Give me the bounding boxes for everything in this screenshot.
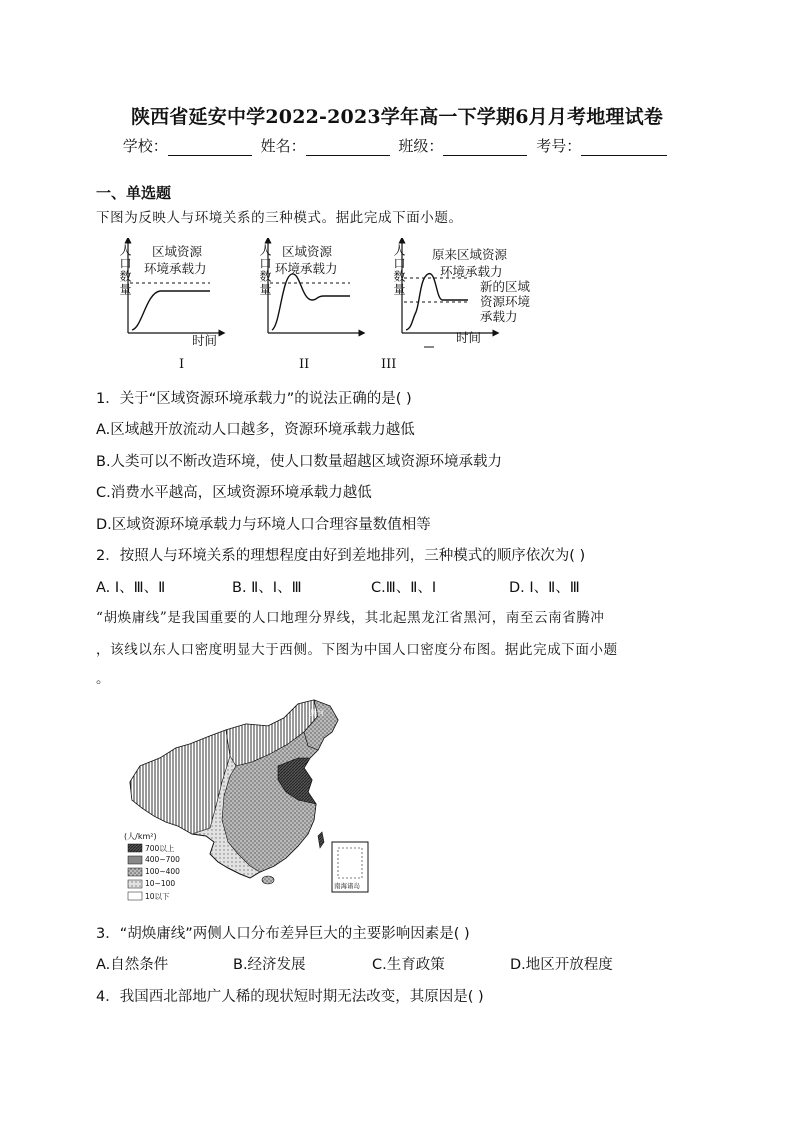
graph-1-population-curve xyxy=(132,291,210,330)
question-2-options xyxy=(0,576,794,596)
graph-3-y-label: 人口数量 xyxy=(392,244,406,296)
china-population-density-map xyxy=(118,696,374,906)
graph-2-y-label: 人口数量 xyxy=(258,244,272,296)
question-3-option-b[interactable]: B.经济发展 xyxy=(233,957,306,973)
page-title: 陕西省延安中学2022-2023学年高一下学期6月月考地理试卷 xyxy=(130,106,664,128)
question-1-option-a[interactable]: A.区域越开放流动人口越多，资源环境承载力越低 xyxy=(96,422,415,438)
question-2-stem: 2．按照人与环境关系的理想程度由好到差地排列，三种模式的顺序依次为( ) xyxy=(96,548,586,564)
inset-label: 南海诸岛 xyxy=(334,882,360,890)
legend-title: (人/km²) xyxy=(124,832,157,841)
question-3-stem: 3．“胡焕庸线”两侧人口分布差异巨大的主要影响因素是( ) xyxy=(96,926,470,942)
question-3-option-a[interactable]: A.自然条件 xyxy=(96,957,169,973)
graph-3-label-1: 原来区域资源 xyxy=(432,247,508,262)
city-label-heihe: 黑河 xyxy=(310,709,324,717)
question-3-option-d[interactable]: D.地区开放程度 xyxy=(510,957,613,973)
question-1-option-b[interactable]: B.人类可以不断改造环境，使人口数量超越区域资源环境承载力 xyxy=(96,454,503,470)
question-2-option-d[interactable]: D. Ⅰ、Ⅱ、Ⅲ xyxy=(509,580,580,596)
graph-1-label-1: 区域资源 xyxy=(152,244,203,259)
question-2-option-b[interactable]: B. Ⅱ、Ⅰ、Ⅲ xyxy=(232,580,302,596)
hu-line-intro-line-3: 。 xyxy=(96,671,111,687)
question-1-option-c[interactable]: C.消费水平越高，区域资源环境承载力越低 xyxy=(96,485,372,501)
legend-label-3: 100~400 xyxy=(145,867,180,876)
graph-3-new-label-2: 资源环境 xyxy=(480,294,531,309)
student-info-line xyxy=(0,135,794,156)
graph-2-label-1: 区域资源 xyxy=(282,244,333,259)
question-2-option-c[interactable]: C.Ⅲ、Ⅱ、Ⅰ xyxy=(371,580,437,596)
question-4-stem: 4．我国西北部地广人稀的现状短时期无法改变，其原因是( ) xyxy=(96,989,484,1005)
map-taiwan xyxy=(318,832,324,848)
legend-swatch-10-100 xyxy=(128,880,142,888)
legend-swatch-700 xyxy=(128,844,142,852)
legend-label-2: 400~700 xyxy=(145,855,180,864)
exam-number-label: 考号： xyxy=(536,137,582,155)
graph-2-numeral: II xyxy=(299,357,310,372)
graph-1-x-label: 时间 xyxy=(192,333,218,348)
graph-3-label-2: 环境承载力 xyxy=(440,264,503,279)
name-blank[interactable] xyxy=(306,139,390,156)
figure1-intro: 下图为反映人与环境关系的三种模式。据此完成下面小题。 xyxy=(96,210,463,226)
graph-2-label-2: 环境承载力 xyxy=(275,261,338,276)
question-1-option-d[interactable]: D.区域资源环境承载力与环境人口合理容量数值相等 xyxy=(96,517,431,533)
legend-label-1: 700以上 xyxy=(145,844,175,853)
class-label: 班级： xyxy=(398,137,444,155)
graph-1-numeral: I xyxy=(179,357,185,372)
graph-3-new-label-1: 新的区域 xyxy=(480,279,531,294)
graph-3-new-label-3: 承载力 xyxy=(480,309,518,324)
class-blank[interactable] xyxy=(443,139,527,156)
graph-1-y-label: 人口数量 xyxy=(118,244,132,296)
graph-1-label-2: 环境承载力 xyxy=(144,261,207,276)
legend-swatch-400-700 xyxy=(128,856,142,864)
legend-swatch-100-400 xyxy=(128,868,142,876)
map-hainan xyxy=(262,876,274,884)
question-3-option-c[interactable]: C.生育政策 xyxy=(372,957,445,973)
hu-line-intro-line-1: “胡焕庸线”是我国重要的人口地理分界线，其北起黑龙江省黑河，南至云南省腾冲 xyxy=(96,610,605,626)
school-label: 学校： xyxy=(122,137,168,155)
question-1-stem: 1．关于“区域资源环境承载力”的说法正确的是( ) xyxy=(96,391,412,407)
exam-number-blank[interactable] xyxy=(581,139,667,156)
graph-2-population-curve xyxy=(272,274,350,330)
legend-label-5: 10以下 xyxy=(145,892,170,901)
hu-line-intro-line-2: ，该线以东人口密度明显大于西侧。下图为中国人口密度分布图。据此完成下面小题 xyxy=(96,642,618,658)
question-2-option-a[interactable]: A. Ⅰ、Ⅲ、Ⅱ xyxy=(96,580,166,596)
legend-label-4: 10~100 xyxy=(145,879,176,888)
question-3-options xyxy=(0,953,794,973)
name-label: 姓名： xyxy=(260,137,306,155)
section-heading: 一、单选题 xyxy=(96,184,172,202)
graph-3-x-label: 时间 xyxy=(456,330,482,345)
school-blank[interactable] xyxy=(168,139,252,156)
legend-swatch-10 xyxy=(128,892,142,900)
graph-3-numeral: III xyxy=(381,357,397,372)
